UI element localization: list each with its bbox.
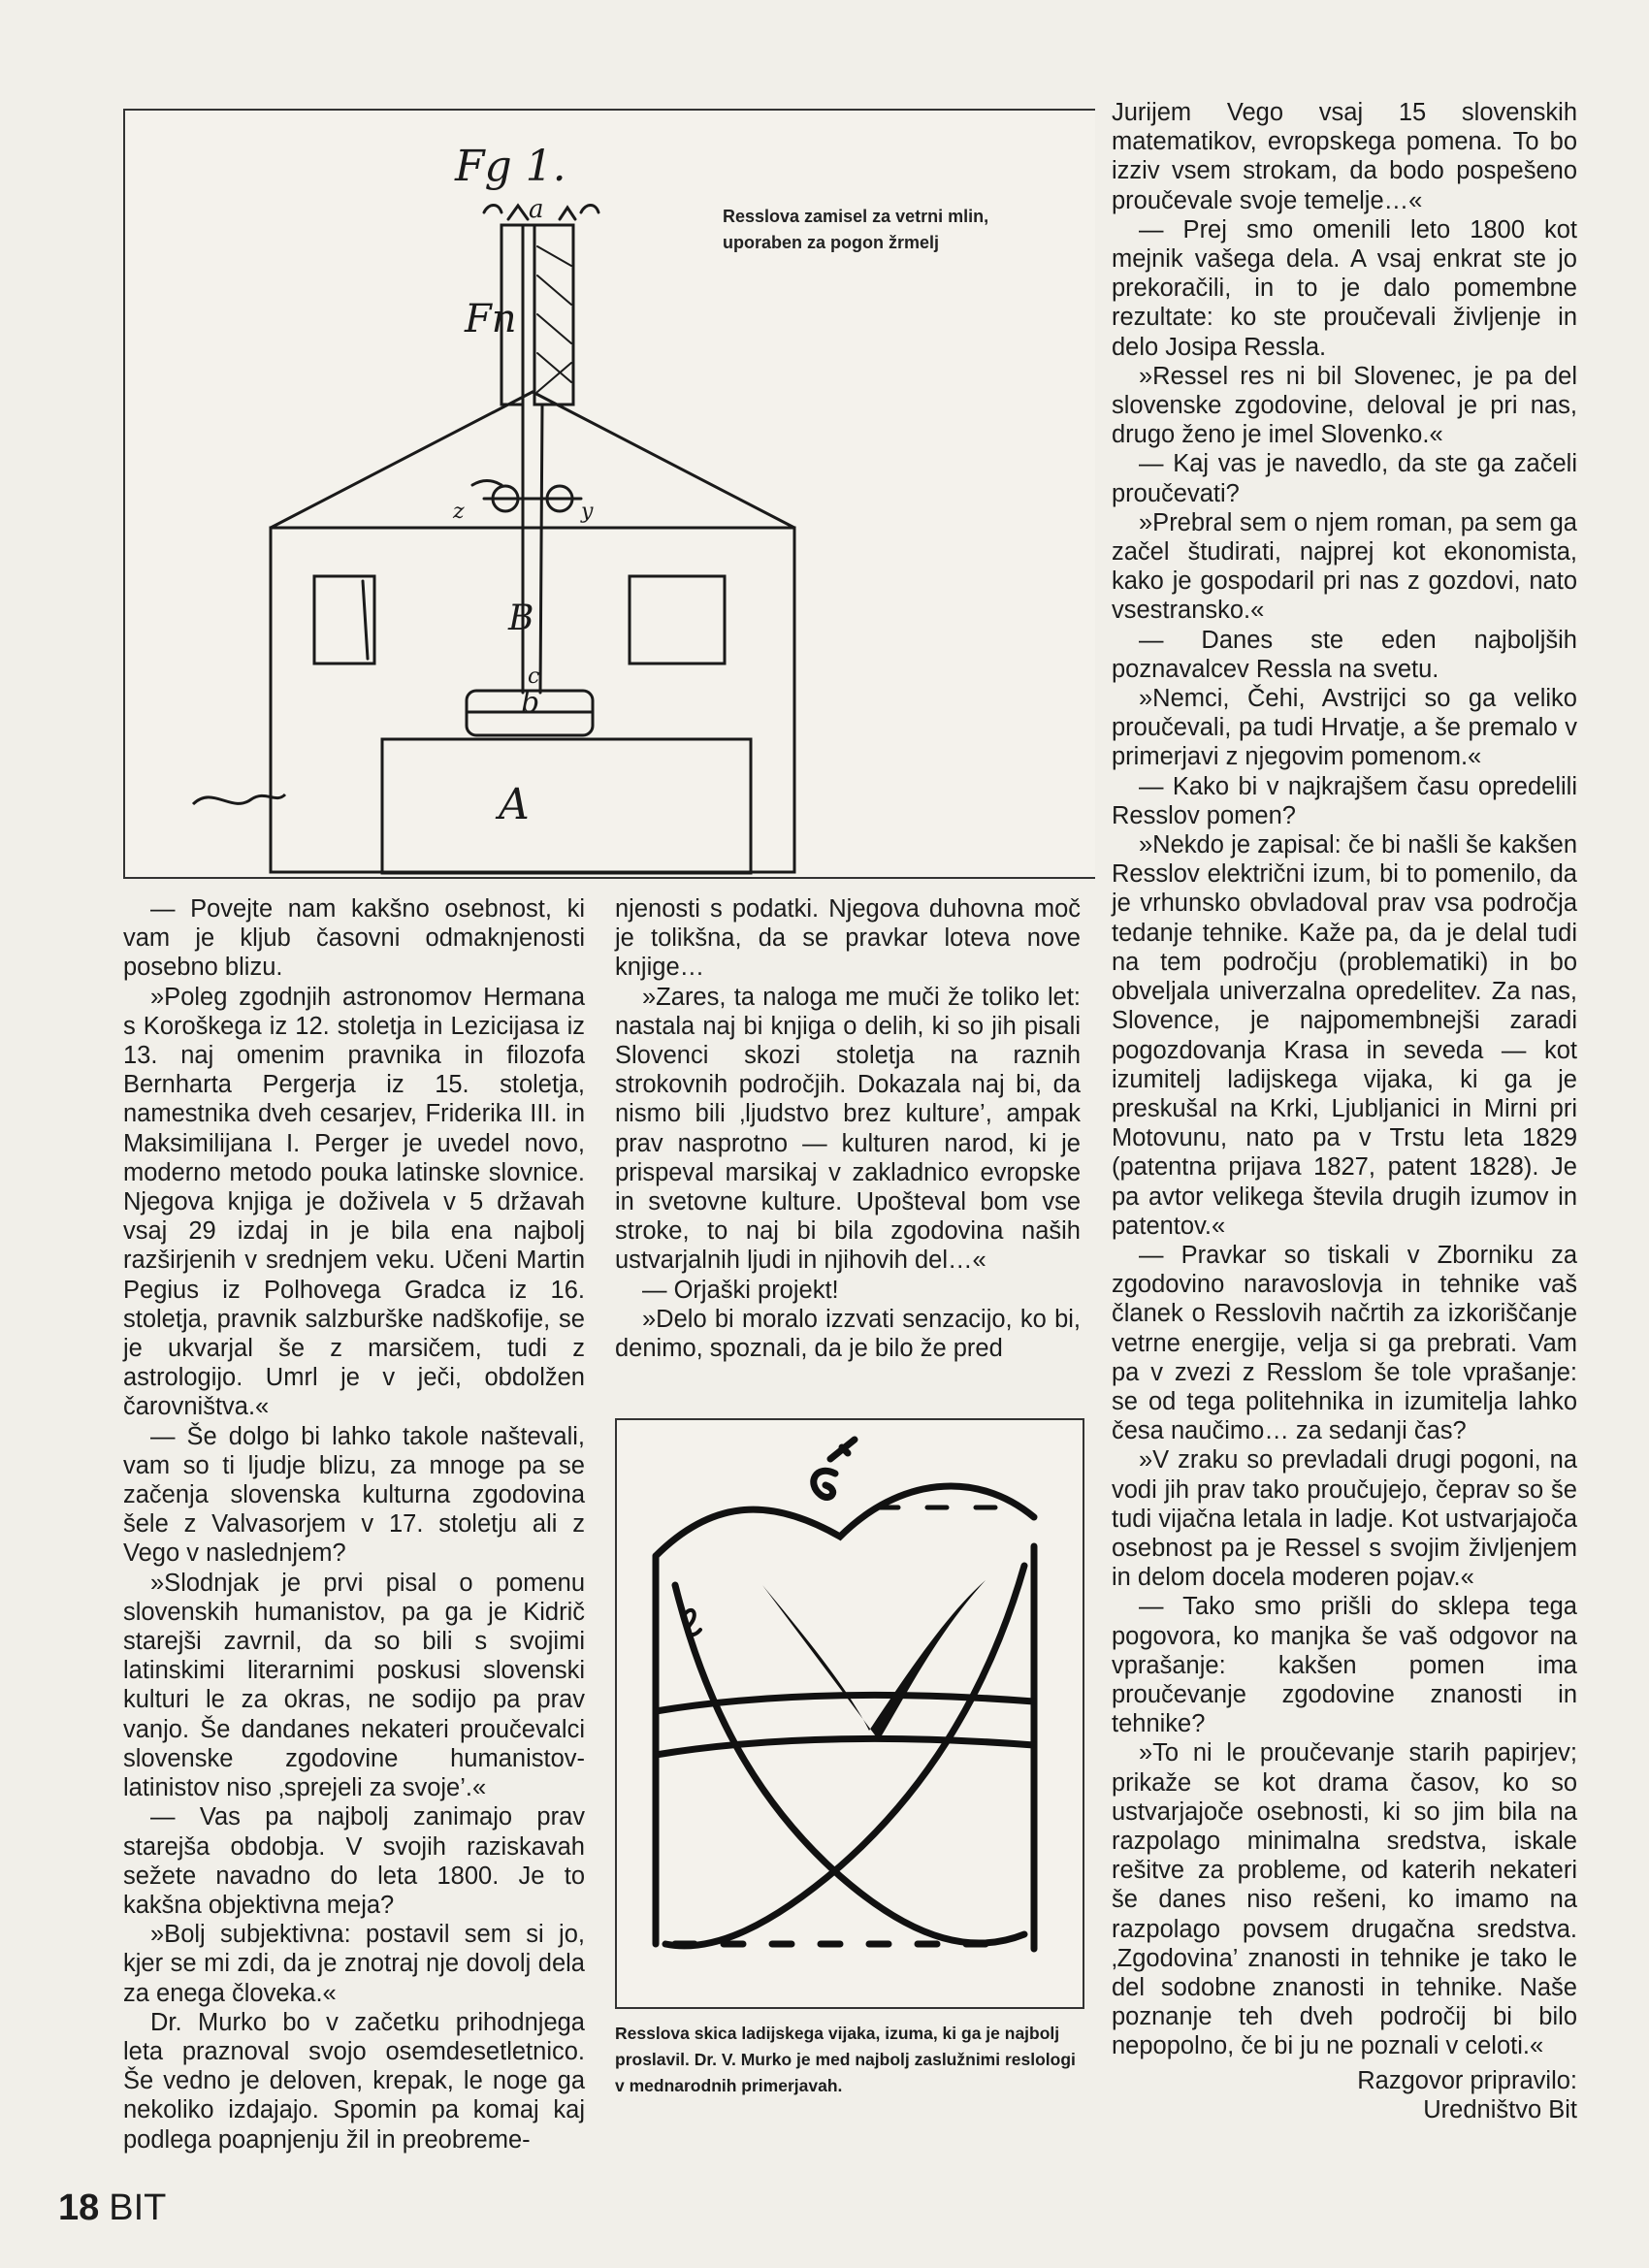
paragraph: »Poleg zgodnjih astronomov Hermana s Koroškega iz 12. stoletja in Lezicijasa iz 13. naj omenim pravnika in filozofa Bernharta Pergerja iz 15. stoletja, namestnika dveh cesarjev, Friderika III. in Maksimilijana I. Perger je uvedel novo, moderno metodo pouka latinske slovnice. Njegova knjiga je doživela v 5 državah vsaj 29 izdaj in je bila ena najbolj razširjenih v srednjem veku. Učeni Martin Pegius iz Polhovega Gradca iz 16. stoletja, pravnik salzburške nadškofije, se je ukvarjal še z marsičem, tudi z astrologijo. Umrl je v ječi, obdolžen čarovništva.« [123, 983, 585, 1421]
paragraph: Jurijem Vego vsaj 15 slovenskih matematikov, evropskega pomena. To bo izziv vsem strokam, da bodo pospešeno proučevale svoje temelje…« [1112, 99, 1577, 214]
paragraph: — Prej smo omenili leto 1800 kot mejnik vašega dela. A vsaj enkrat ste jo prekoračili, in to je dalo pomembne rezultate: ko ste proučevali življenje in delo Josipa Ressla. [1112, 215, 1577, 361]
byline [1112, 2066, 1577, 2124]
paragraph: — Povejte nam kakšno osebnost, ki vam je kljub časovni odmaknjenosti posebno blizu. [123, 895, 585, 982]
paragraph: — Danes ste eden najboljših poznavalcev Ressla na svetu. [1112, 626, 1577, 683]
paragraph: »V zraku so prevladali drugi pogoni, na vodi jih prav tako proučujejo, čeprav so še tudi vijačna letala in ladje. Kot ustvarjajoča osebnost pa je Ressel s svojim življenjem in delom docela moderen pojav.« [1112, 1446, 1577, 1592]
paragraph: — Še dolgo bi lahko takole naštevali, vam so ti ljudje blizu, za mnoge pa se začenja slovenska kulturna zgodovina šele z Valvasorjem v 17. stoletju ali z Vego v naslednjem? [123, 1422, 585, 1568]
paragraph: »Slodnjak je prvi pisal o pomenu slovenskih humanistov, pa ga je Kidrič starejši zavrnil, da so bili s svojimi latinskimi literarnimi poskusi slovenski kulturi le za okras, ne sodijo pa prav vanjo. Še dandanes nekateri proučevalci slovenske zgodovine humanistov-latinistov niso ‚sprejeli za svoje’.« [123, 1569, 585, 1802]
label-fig: Fg 1. [455, 142, 566, 191]
paragraph: — Vas pa najbolj zanimajo prav starejša obdobja. V svojih raziskavah sežete navadno do leta 1800. Je to kakšna objektivna meja? [123, 1803, 585, 1919]
paragraph: »Bolj subjektivna: postavil sem si jo, kjer se mi zdi, da je znotraj nje dovolj dela za enega človeka.« [123, 1921, 585, 2007]
paragraph: »Prebral sem o njem roman, pa sem ga začel študirati, najprej kot ekonomista, kako je gospodaril pri nas z gozdovi, nato vsestransko.« [1112, 508, 1577, 625]
paragraph: »To ni le proučevanje starih papirjev; prikaže se kot drama časov, ko so ustvarjajoče osebnosti, ki so jim bila na razpolago minimalna sredstva, iskale rešitve za probleme, od katerih nekateri še danes niso rešeni, ko imamo na razpolago povsem drugačna sredstva. ‚Zgodovina’ znanosti in tehnike je tako le del sodobne znanosti in tehnike. Naše poznanje teh dveh področij bi bilo nepopolno, če bi ju ne poznali v celoti.« [1112, 1739, 1577, 2060]
figure2-caption: Resslova skica ladijskega vijaka, izuma, ki ga je najbolj proslavil. Dr. V. Murko je med najbolj zaslužnimi reslologi v mednarodnih primerjavah. [615, 2024, 1076, 2095]
paragraph: »Delo bi moralo izzvati senzacijo, ko bi, denimo, spoznali, da je bilo že pred [615, 1305, 1081, 1363]
propeller-figure [615, 1418, 1084, 2009]
byline-line2: Uredništvo Bit [1423, 2096, 1577, 2124]
label-a-small: a [529, 195, 544, 224]
paragraph: njenosti s podatki. Njegova duhovna moč je tolikšna, da se pravkar loteva nove knjige… [615, 895, 1081, 982]
text-column-1 [123, 894, 585, 2155]
figure1-caption: Resslova zamisel za vetrni mlin, uporaben za pogon žrmelj [723, 207, 989, 252]
page-footer [58, 2187, 166, 2229]
label-b-lower: b [521, 686, 540, 720]
propeller-sketch [617, 1420, 1083, 2007]
paragraph: — Kako bi v najkrajšem času opredelili Resslov pomen? [1112, 772, 1577, 829]
paragraph: Dr. Murko bo v začetku prihodnjega leta praznoval svojo osemdesetletnico. Še vedno je deloven, krepak, le noge ga nekoliko izdajajo. Spomin pa komaj kaj podlega poapnjenju žil in preobreme- [123, 2008, 585, 2154]
label-c: c [528, 664, 540, 689]
paragraph: — Tako smo prišli do sklepa tega pogovora, ko manjka še vaš odgovor na vprašanje: kakšen pomen ima proučevanje zgodovine znanosti in tehnike? [1112, 1593, 1577, 1738]
paragraph: — Pravkar so tiskali v Zborniku za zgodovino naravoslovja in tehnike vaš članek o Resslovih načrtih za izkoriščanje vetrne energije, velja si ga prebrati. Vam pa v zvezi z Resslom še tole vprašanje: se od tega politehnika in izumitelja lahko česa naučimo… za sedanji čas? [1112, 1241, 1577, 1445]
label-y: y [581, 500, 594, 524]
text-column-3 [1112, 98, 1577, 2061]
paragraph: — Orjaški projekt! [642, 1276, 839, 1304]
byline-line1: Razgovor pripravilo: [1357, 2067, 1577, 2094]
magazine-name: BIT [109, 2187, 167, 2228]
paragraph: »Nekdo je zapisal: če bi našli še kakšen Resslov električni izum, bi to pomenilo, da je vrhunsko obvladoval prav vsa področja tedanje tehnike. Kaže pa, da je delal tudi na tem področju (problematiki) in bo obveljala univerzalna opredelitev. Za nas, Slovence, je najpomembnejši zaradi pogozdovanja Krasa in seveda — kot izumitelj ladijskega vijaka, ki ga je preskušal na Krki, Ljubljanici in Mirni pri Motovunu, nato pa v Trstu leta 1829 (patentna prijava 1827, patent 1828). Je pa avtor velikega števila drugih izumov in patentov.« [1112, 831, 1577, 1240]
paragraph: »Zares, ta naloga me muči že toliko let: nastala naj bi knjiga o delih, ki so jih pisali Slovenci skozi stoletja na raznih strokovnih področjih. Dokazala naj bi, da nismo bili ‚ljudstvo brez kulture’, ampak prav nasprotno — kulturen narod, ki je prispeval marsikaj v zakladnico evropske in svetovne kulture. Upošteval bom vse stroke, to naj bi bila zgodovina naših ustvarjalnih ljudi in njihovih del…« [615, 983, 1081, 1275]
page-number: 18 [58, 2187, 100, 2228]
paragraph: — Kaj vas je navedlo, da ste ga začeli proučevati? [1112, 450, 1577, 507]
text-column-2 [615, 894, 1081, 1363]
paragraph: »Ressel res ni bil Slovenec, je pa del slovenske zgodovine, deloval je pri nas, drugo ženo je imel Slovenko.« [1112, 362, 1577, 449]
paragraph: »Nemci, Čehi, Avstrijci so ga veliko proučevali, pa tudi Hrvatje, a še premalo v primerjavi z njegovim pomenom.« [1112, 685, 1577, 771]
label-z: z [453, 500, 465, 524]
label-a-big: A [499, 780, 530, 829]
label-fn: Fn [465, 297, 517, 341]
label-b-upper: B [508, 599, 534, 638]
